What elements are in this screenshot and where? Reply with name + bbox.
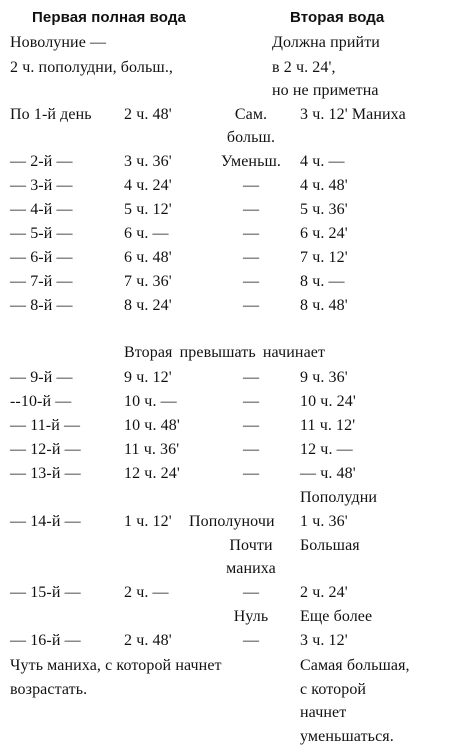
table-row-first-time: 3 ч. 36' [124, 153, 172, 170]
table-row-first-time: 6 ч. — [124, 225, 169, 242]
afternoon-label: Пополудни [300, 489, 378, 506]
intro-second-note-3: но не приметна [272, 82, 379, 99]
table-row-second-time: — ч. 48' [300, 465, 356, 482]
table-row-note: — [242, 177, 260, 194]
table-row-first-time: 10 ч. 48' [124, 417, 180, 434]
table-row-first-time: 12 ч. 24' [124, 465, 180, 482]
table-row-note-continued: больш. [226, 129, 276, 146]
table-row-day: --10-й — [10, 393, 72, 410]
table-row-day: — 4-й — [10, 201, 73, 218]
note-large: Большая [300, 537, 360, 554]
table-row-day: — 11-й — [10, 417, 81, 434]
table-row-first-time: 8 ч. 24' [124, 297, 172, 314]
table-row-first-time: 10 ч. — [124, 393, 177, 410]
table-row-note: — [242, 201, 260, 218]
header-second-water: Вторая вода [290, 9, 385, 26]
table-row-note: — [242, 273, 260, 290]
table-row-second-time: 6 ч. 24' [300, 225, 348, 242]
table-row-day: — 7-й — [10, 273, 73, 290]
note-even-more: Еще более [300, 608, 373, 625]
note-almost: Почти [229, 537, 273, 554]
table-row-day: По 1-й день [10, 106, 92, 123]
table-row-second-time: 5 ч. 36' [300, 201, 348, 218]
table-row-second-time: 10 ч. 24' [300, 393, 356, 410]
table-row-day: — 16-й — [10, 632, 81, 649]
table-row-note: — [242, 632, 260, 649]
table-row-note: — [242, 225, 260, 242]
table-row-note: Уменьш. [220, 153, 282, 170]
note-manikha: маниха [226, 560, 276, 577]
table-row-day: — 14-й — [10, 513, 81, 530]
table-row-first-time: 5 ч. 12' [124, 201, 172, 218]
intro-second-note-1: Должна прийти [272, 34, 380, 51]
table-row-first-time: 2 ч. 48' [124, 106, 172, 123]
intro-new-moon-time: 2 ч. пополудни, больш., [10, 59, 174, 76]
note-zero: Нуль [233, 608, 269, 625]
table-row-first-time: 4 ч. 24' [124, 177, 172, 194]
table-row-second-time: 1 ч. 36' [300, 513, 348, 530]
table-row-note: Пополуночи [189, 513, 275, 530]
table-row-first-time: 7 ч. 36' [124, 273, 172, 290]
table-row-second-time: 4 ч. 48' [300, 177, 348, 194]
table-row-day: — 15-й — [10, 584, 81, 601]
table-row-second-time: 11 ч. 12' [300, 417, 356, 434]
table-row-first-time: 6 ч. 48' [124, 249, 172, 266]
header-first-high-water: Первая полная вода [32, 9, 186, 26]
intro-second-note-2: в 2 ч. 24', [272, 59, 336, 76]
table-row-second-time: 3 ч. 12' [300, 632, 348, 649]
footer-left-line-2: возрастать. [10, 681, 88, 698]
table-row-first-time: 1 ч. 12' [124, 513, 172, 530]
table-row-note: — [242, 584, 260, 601]
table-row-second-time: 3 ч. 12' Маниха [300, 106, 406, 123]
table-row-second-time: 2 ч. 24' [300, 584, 348, 601]
table-row-note: Сам. [234, 106, 268, 123]
table-row-second-time: 9 ч. 36' [300, 369, 348, 386]
table-row-second-time: 8 ч. 48' [300, 297, 348, 314]
table-row-day: — 5-й — [10, 225, 73, 242]
table-row-day: — 2-й — [10, 153, 73, 170]
table-row-note: — [242, 465, 260, 482]
table-row-note: — [242, 369, 260, 386]
table-row-day: — 9-й — [10, 369, 73, 386]
table-row-day: — 3-й — [10, 177, 73, 194]
footer-right-line-2: с которой [300, 681, 367, 698]
table-row-second-time: 12 ч. — [300, 441, 353, 458]
footer-right-line-3: начнет [300, 704, 347, 721]
table-row-note: — [242, 297, 260, 314]
table-row-day: — 13-й — [10, 465, 81, 482]
table-row-first-time: 2 ч. 48' [124, 632, 172, 649]
footer-right-line-1: Самая большая, [300, 657, 410, 674]
table-row-first-time: 2 ч. — [124, 584, 169, 601]
table-row-first-time: 11 ч. 36' [124, 441, 180, 458]
footer-right-line-4: уменьшаться. [300, 728, 394, 745]
table-row-second-time: 7 ч. 12' [300, 249, 348, 266]
table-row-day: — 8-й — [10, 297, 73, 314]
table-row-day: — 6-й — [10, 249, 73, 266]
table-row-note: — [242, 393, 260, 410]
footer-left-line-1: Чуть маниха, с которой начнет [10, 657, 222, 674]
table-row-day: — 12-й — [10, 441, 81, 458]
table-row-second-time: 8 ч. — [300, 273, 345, 290]
section-heading: Вторая превышать начинает [124, 344, 326, 361]
table-row-first-time: 9 ч. 12' [124, 369, 172, 386]
table-row-note: — [242, 417, 260, 434]
table-row-note: — [242, 441, 260, 458]
intro-new-moon: Новолуние — [10, 34, 107, 51]
table-row-note: — [242, 249, 260, 266]
table-row-second-time: 4 ч. — [300, 153, 345, 170]
